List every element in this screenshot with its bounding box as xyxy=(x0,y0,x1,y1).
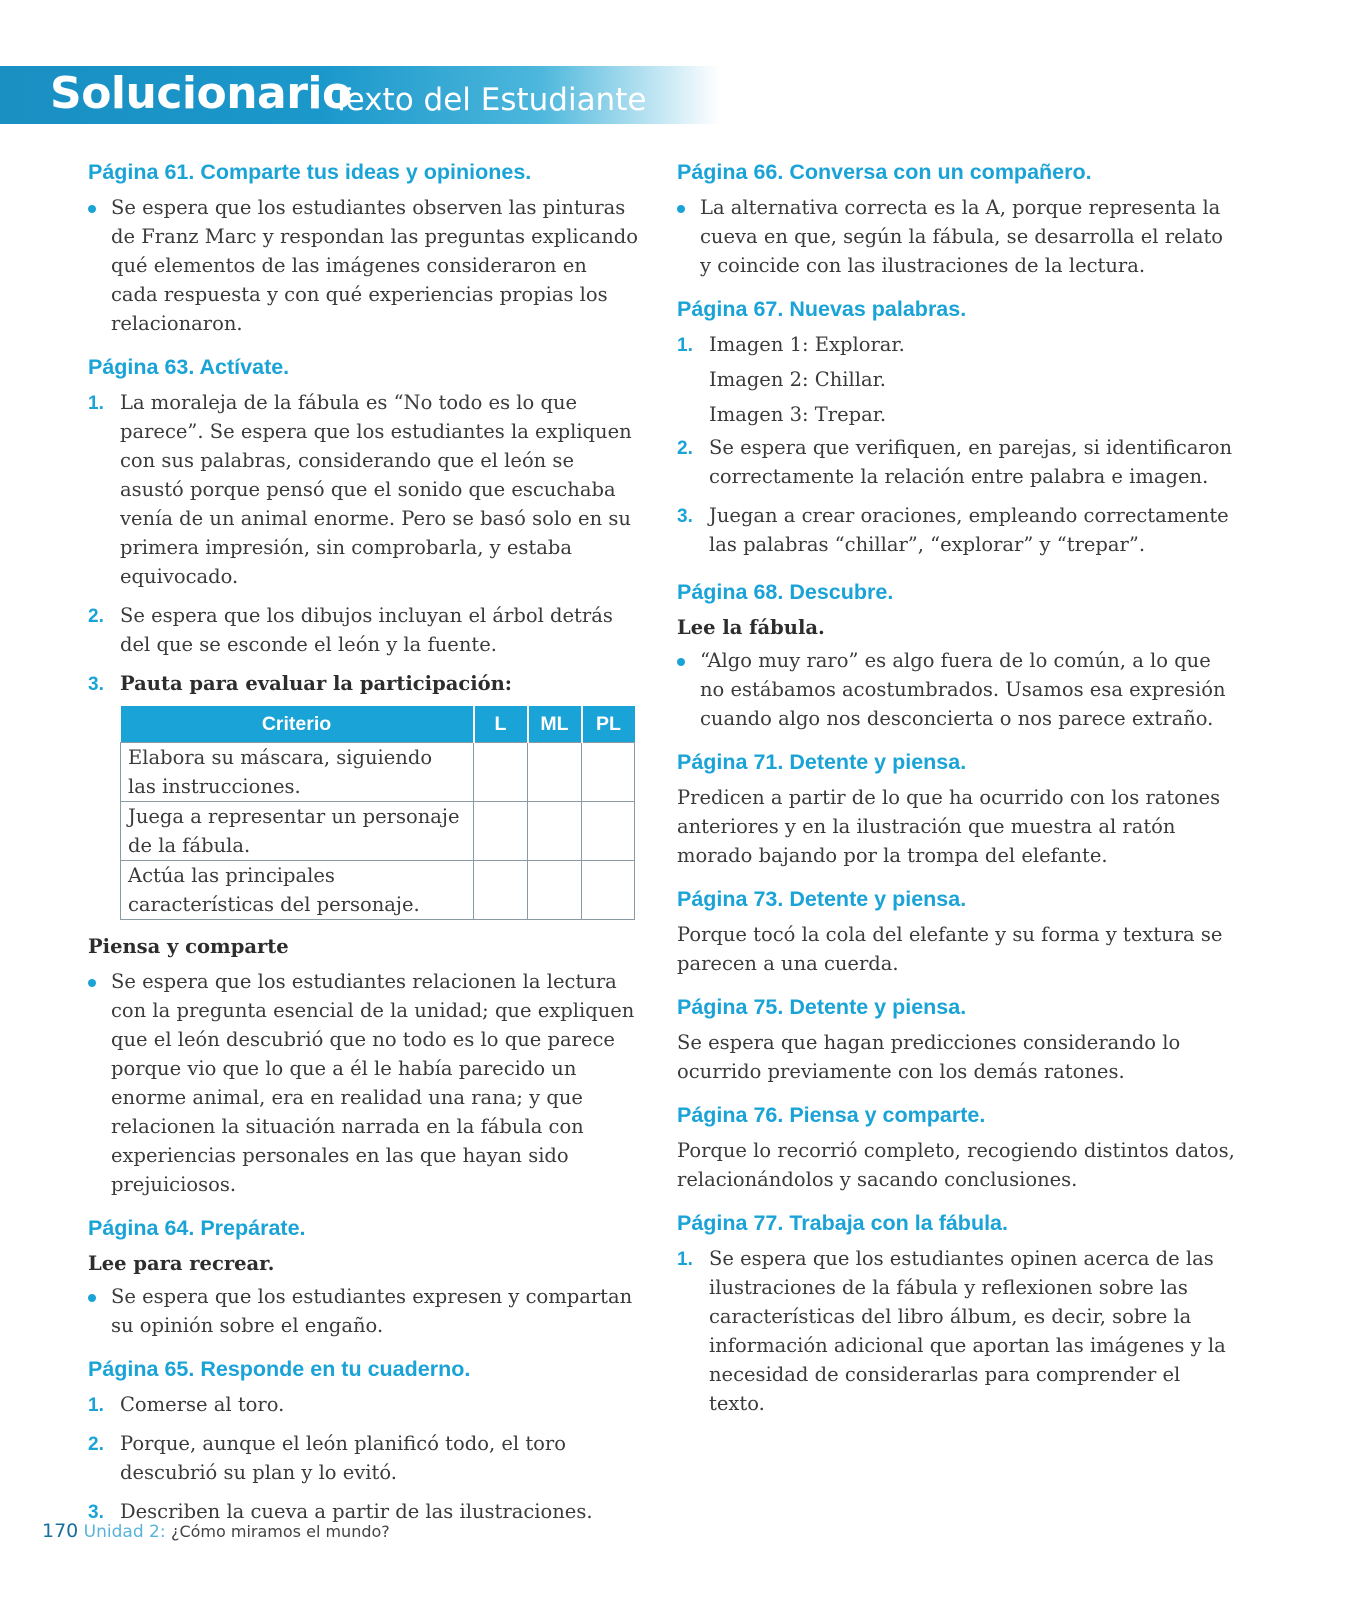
table-cell-empty xyxy=(582,861,635,920)
table-cell-empty xyxy=(528,743,582,802)
section-heading-p68: Página 68. Descubre. xyxy=(677,580,894,604)
table-row xyxy=(121,743,635,802)
item-text: Imagen 2: Chillar. xyxy=(709,368,886,391)
item-number: 1. xyxy=(677,1249,693,1270)
item-number: 1. xyxy=(88,1395,104,1416)
numbered-item-continued xyxy=(677,400,1237,429)
item-number: 2. xyxy=(88,1434,104,1455)
table-row xyxy=(121,802,635,861)
footer-unit-question: ¿Cómo miramos el mundo? xyxy=(170,1522,390,1541)
item-text: Imagen 3: Trepar. xyxy=(709,403,887,426)
item-number: 3. xyxy=(677,506,693,527)
item-text: Imagen 1: Explorar. xyxy=(709,333,905,356)
footer-unit: Unidad 2: xyxy=(83,1522,166,1542)
table-cell-empty xyxy=(474,743,528,802)
right-column xyxy=(677,160,1237,1418)
section-heading-p73: Página 73. Detente y piensa. xyxy=(677,887,967,911)
numbered-item xyxy=(677,433,1237,491)
numbered-item xyxy=(88,1390,638,1419)
evaluation-table xyxy=(120,706,635,920)
numbered-item xyxy=(88,1429,638,1487)
table-cell-empty xyxy=(474,861,528,920)
item-text: Se espera que los dibujos incluyan el árbol detrás del que se esconde el león y la fuente. xyxy=(120,604,613,656)
section-heading-p64: Página 64. Prepárate. xyxy=(88,1216,306,1240)
numbered-item xyxy=(677,1244,1237,1418)
bullet-text: Se espera que los estudiantes expresen y compartan su opinión sobre el engaño. xyxy=(111,1285,633,1337)
item-number: 3. xyxy=(88,1502,104,1523)
bullet-item xyxy=(677,193,1237,280)
numbered-item xyxy=(88,601,638,659)
bullet-text: La alternativa correcta es la A, porque representa la cueva en que, según la fábula, se desarrolla el relato y coincide con las ilustraciones de la lectura. xyxy=(700,196,1224,277)
paragraph-p73: Porque tocó la cola del elefante y su forma y textura se parecen a una cuerda. xyxy=(677,923,1223,975)
item-text: Se espera que los estudiantes opinen acerca de las ilustraciones de la fábula y reflexionen sobre las características del libro álbum, es decir, sobre la información adicional que aportan las imágenes y la necesidad de considerarlas para comprender el texto. xyxy=(709,1247,1226,1415)
bullet-icon xyxy=(88,1294,96,1302)
bullet-item xyxy=(88,967,638,1199)
item-text: Describen la cueva a partir de las ilustraciones. xyxy=(120,1500,593,1523)
table-row xyxy=(121,861,635,920)
item-text: La moraleja de la fábula es “No todo es lo que parece”. Se espera que los estudiantes la expliquen con sus palabras, considerando que el león se asustó porque pensó que el sonido que escuchaba venía de un animal enorme. Pero se basó solo en su primera impresión, sin comprobarla, y estaba equivocado. xyxy=(120,391,632,588)
page-number: 170 xyxy=(42,1520,79,1542)
numbered-item xyxy=(88,669,638,698)
table-cell-empty xyxy=(528,802,582,861)
section-heading-p61: Página 61. Comparte tus ideas y opiniones. xyxy=(88,160,532,184)
table-header-pl: PL xyxy=(582,706,635,743)
bullet-icon xyxy=(88,979,96,987)
bullet-text: “Algo muy raro” es algo fuera de lo común, a lo que no estábamos acostumbrados. Usamos esa expresión cuando algo nos desconcierta o nos parece extraño. xyxy=(700,649,1226,730)
numbered-item xyxy=(677,330,1237,359)
item-number: 2. xyxy=(88,606,104,627)
section-heading-p66: Página 66. Conversa con un compañero. xyxy=(677,160,1092,184)
table-header-l: L xyxy=(474,706,528,743)
section-heading-p67: Página 67. Nuevas palabras. xyxy=(677,297,967,321)
bullet-text: Se espera que los estudiantes relacionen la lectura con la pregunta esencial de la unidad; que expliquen que el león descubrió que no todo es lo que parece porque vio que lo que a él le había parecido un enorme animal, era en realidad una rana; y que relacionen la situación narrada en la fábula con experiencias personales en las que hayan sido prejuiciosos. xyxy=(111,970,635,1196)
paragraph-p75: Se espera que hagan predicciones considerando lo ocurrido previamente con los demás ratones. xyxy=(677,1031,1181,1083)
table-cell-empty xyxy=(582,802,635,861)
table-cell-empty xyxy=(474,802,528,861)
paragraph-p71: Predicen a partir de lo que ha ocurrido con los ratones anteriores y en la ilustración que muestra al ratón morado bajando por la trompa del elefante. xyxy=(677,786,1221,867)
header-banner xyxy=(0,66,720,124)
subheading-lee-fabula: Lee la fábula. xyxy=(677,616,825,639)
item-text: Juegan a crear oraciones, empleando correctamente las palabras “chillar”, “explorar” y “trepar”. xyxy=(709,504,1229,556)
section-heading-p63: Página 63. Actívate. xyxy=(88,355,290,379)
left-column xyxy=(88,160,638,1526)
paragraph-p76: Porque lo recorrió completo, recogiendo distintos datos, relacionándolos y sacando conclusiones. xyxy=(677,1139,1235,1191)
bullet-icon xyxy=(677,658,685,666)
numbered-item-continued xyxy=(677,365,1237,394)
item-text: Comerse al toro. xyxy=(120,1393,285,1416)
header-title-bold: Solucionario xyxy=(50,68,352,119)
bullet-item xyxy=(677,646,1237,733)
header-title-light: Texto del Estudiante xyxy=(332,82,647,118)
bullet-item xyxy=(88,193,638,338)
section-heading-p77: Página 77. Trabaja con la fábula. xyxy=(677,1211,1008,1235)
section-heading-p75: Página 75. Detente y piensa. xyxy=(677,995,967,1019)
table-cell-criterio: Juega a representar un personaje de la fábula. xyxy=(121,802,474,861)
item-text: Se espera que verifiquen, en parejas, si identificaron correctamente la relación entre palabra e imagen. xyxy=(709,436,1233,488)
table-cell-empty xyxy=(528,861,582,920)
item-number: 1. xyxy=(88,393,104,414)
section-heading-p76: Página 76. Piensa y comparte. xyxy=(677,1103,986,1127)
table-header-criterio: Criterio xyxy=(121,706,474,743)
bullet-item xyxy=(88,1282,638,1340)
subheading-lee-recrear: Lee para recrear. xyxy=(88,1252,275,1275)
table-header-row xyxy=(121,706,635,743)
section-heading-p71: Página 71. Detente y piensa. xyxy=(677,750,967,774)
item-text: Porque, aunque el león planificó todo, el toro descubrió su plan y lo evitó. xyxy=(120,1432,566,1484)
table-header-ml: ML xyxy=(528,706,582,743)
item-number: 1. xyxy=(677,335,693,356)
page-footer xyxy=(42,1520,390,1542)
bullet-text: Se espera que los estudiantes observen las pinturas de Franz Marc y respondan las preguntas explicando qué elementos de las imágenes consideraron en cada respuesta y con qué experiencias propias los relacionaron. xyxy=(111,196,638,335)
item-text: Pauta para evaluar la participación: xyxy=(120,672,513,695)
item-number: 3. xyxy=(88,674,104,695)
bullet-icon xyxy=(88,205,96,213)
numbered-item xyxy=(677,501,1237,559)
section-heading-p65: Página 65. Responde en tu cuaderno. xyxy=(88,1357,471,1381)
numbered-item xyxy=(88,388,638,591)
table-cell-criterio: Actúa las principales características del personaje. xyxy=(121,861,474,920)
item-number: 2. xyxy=(677,438,693,459)
subheading-piensa: Piensa y comparte xyxy=(88,935,289,958)
table-cell-empty xyxy=(582,743,635,802)
table-cell-criterio: Elabora su máscara, siguiendo las instrucciones. xyxy=(121,743,474,802)
bullet-icon xyxy=(677,205,685,213)
